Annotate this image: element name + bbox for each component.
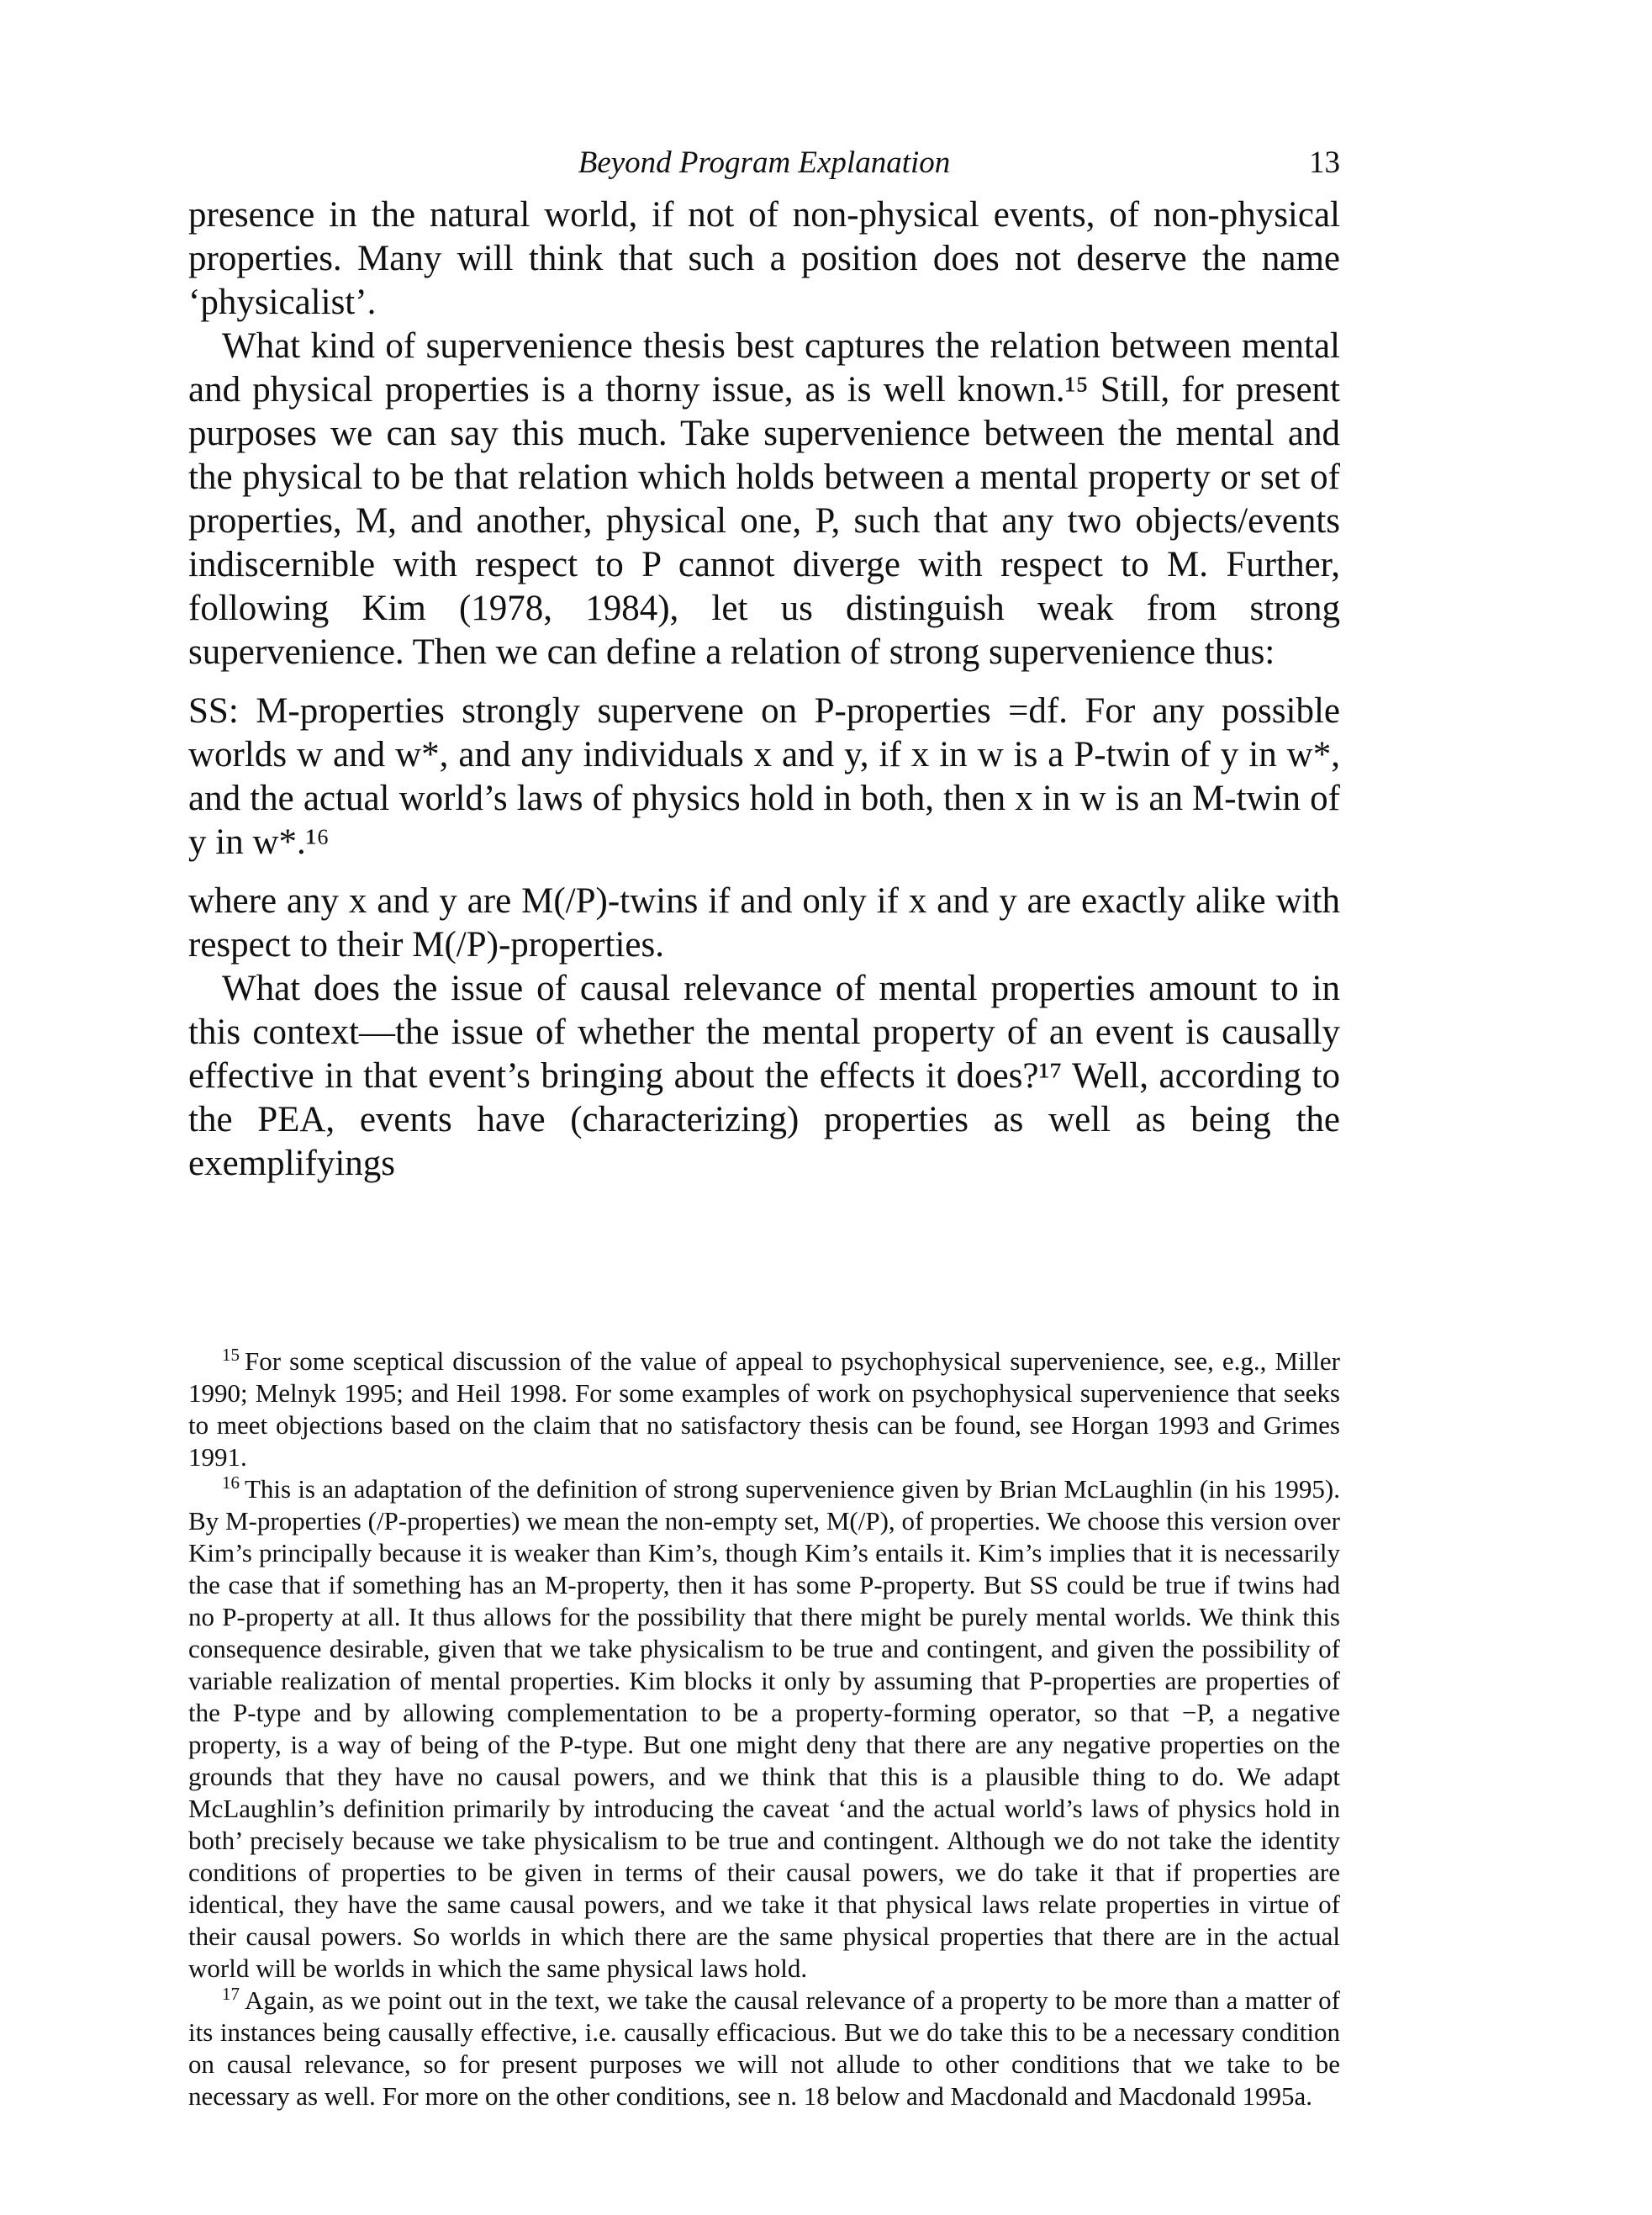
footnote-text: For some sceptical discussion of the value of appeal to psychophysical supervenience, see, e.g., Miller 1990; Melnyk 1995; and Heil 1998. For some examples of work on psychophysical supervenience that seeks to meet objections based on the claim that no satisfactory thesis can be found, see Horgan 1993 and Grimes 1991.	[188, 1346, 1340, 1472]
book-page	[188, 141, 1340, 2126]
definition-ss: SS: M-properties strongly supervene on P-properties =df. For any possible worlds w and w*, and any individuals x and y, if x in w is a P-twin of y in w*, and the actual world’s laws of physics hold in both, then x in w is an M-twin of y in w*.¹⁶	[188, 691, 1340, 862]
running-title: Beyond Program Explanation	[578, 145, 951, 180]
footnote-text: Again, as we point out in the text, we take the causal relevance of a property to be more than a matter of its instances being causally effective, i.e. causally efficacious. But we do take this to be a necessary condition on causal relevance, so for present purposes we will not allude to other conditions that we take to be necessary as well. For more on the other conditions, see n. 18 below and Macdonald and Macdonald 1995a.	[188, 1985, 1340, 2111]
footnote-number: 17	[222, 1983, 240, 2004]
paragraph-4: What does the issue of causal relevance of mental properties amount to in this context—the issue of whether the mental property of an event is causally effective in that event’s bringing about the effects it does?¹⁷ Well, according to the PEA, events have (characterizing) properties as well as being the exemplifyings	[188, 969, 1340, 1183]
footnote-15	[188, 1345, 1340, 1473]
footnotes	[188, 1345, 1340, 2112]
footnote-17	[188, 1985, 1340, 2112]
page-number: 13	[1309, 145, 1340, 180]
footnote-number: 16	[222, 1472, 240, 1493]
footnote-16	[188, 1473, 1340, 1985]
main-text	[188, 193, 1340, 1186]
paragraph-1: presence in the natural world, if not of non-physical events, of non-physical properties. Many will think that such a position does not deserve the name ‘physicalist’.	[188, 195, 1340, 322]
footnote-number: 15	[222, 1344, 240, 1365]
paragraph-3: where any x and y are M(/P)-twins if and only if x and y are exactly alike with respect to their M(/P)-properties.	[188, 881, 1340, 965]
running-head	[188, 141, 1340, 185]
footnote-text: This is an adaptation of the definition of strong supervenience given by Brian McLaughlin (in his 1995). By M-properties (/P-properties) we mean the non-empty set, M(/P), of properties. We choose this version over Kim’s principally because it is weaker than Kim’s, though Kim’s entails it. Kim’s implies that it is necessarily the case that if something has an M-property, then it has some P-property. But SS could be true if twins had no P-property at all. It thus allows for the possibility that there might be purely mental worlds. We think this consequence desirable, given that we take physicalism to be true and contingent, and given the possibility of variable realization of mental properties. Kim blocks it only by assuming that P-properties are properties of the P-type and by allowing complementation to be a property-forming operator, so that −P, a negative property, is a way of being of the P-type. But one might deny that there are any negative properties on the grounds that they have no causal powers, and we think that this is a plausible thing to do. We adapt McLaughlin’s definition primarily by introducing the caveat ‘and the actual world’s laws of physics hold in both’ precisely because we take physicalism to be true and contingent. Although we do not take the identity conditions of properties to be given in terms of their causal powers, we do take it that if properties are identical, they have the same causal powers, and we take it that physical laws relate properties in virtue of their causal powers. So worlds in which there are the same physical properties that there are in the actual world will be worlds in which the same physical laws hold.	[188, 1474, 1340, 1983]
paragraph-2: What kind of supervenience thesis best captures the relation between mental and physical properties is a thorny issue, as is well known.¹⁵ Still, for present purposes we can say this much. Take supervenience between the mental and the physical to be that relation which holds between a mental property or set of properties, M, and another, physical one, P, such that any two objects/events indiscernible with respect to P cannot diverge with respect to M. Further, following Kim (1978, 1984), let us distinguish weak from strong supervenience. Then we can define a relation of strong supervenience thus:	[188, 326, 1340, 672]
